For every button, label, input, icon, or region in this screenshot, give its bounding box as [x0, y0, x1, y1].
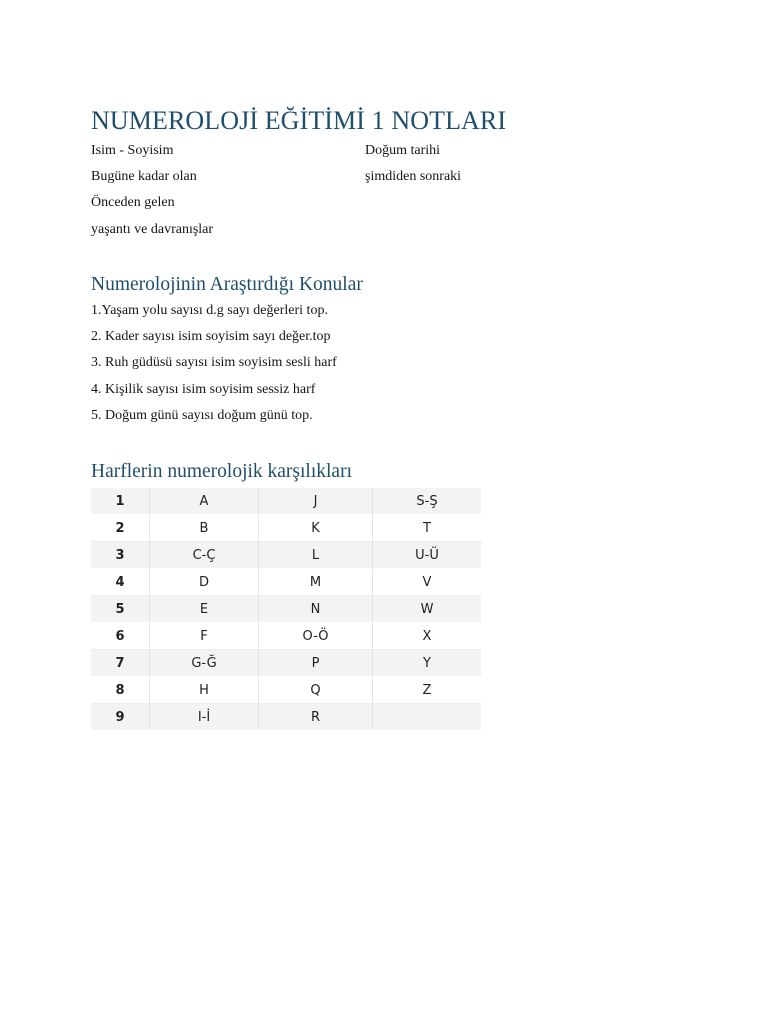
- letter-cell: L: [259, 542, 373, 569]
- letter-cell: R: [259, 704, 373, 731]
- row-number-cell: 6: [91, 623, 150, 650]
- section-heading-topics: Numerolojinin Araştırdığı Konular: [91, 274, 363, 295]
- topic-item: 2. Kader sayısı isim soyisim sayı değer.top: [91, 329, 331, 344]
- row-number-cell: 4: [91, 569, 150, 596]
- row-number-cell: 1: [91, 488, 150, 515]
- intro-left-1: Isim - Soyisim: [91, 143, 174, 158]
- intro-left-4: yaşantı ve davranışlar: [91, 222, 214, 237]
- letter-cell: E: [150, 596, 259, 623]
- letter-cell: W: [373, 596, 482, 623]
- letter-cell: P: [259, 650, 373, 677]
- letter-cell: O-Ö: [259, 623, 373, 650]
- table-row: [91, 704, 481, 731]
- intro-right-1: Doğum tarihi: [365, 143, 441, 158]
- letter-cell: J: [259, 488, 373, 515]
- table-row: [91, 677, 481, 704]
- letter-cell: U-Ü: [373, 542, 482, 569]
- letter-cell: B: [150, 515, 259, 542]
- table-row: [91, 488, 481, 515]
- letter-cell: S-Ş: [373, 488, 482, 515]
- row-number-cell: 2: [91, 515, 150, 542]
- topic-item: 3. Ruh güdüsü sayısı isim soyisim sesli harf: [91, 355, 337, 370]
- row-number-cell: 3: [91, 542, 150, 569]
- letter-cell: Q: [259, 677, 373, 704]
- table-row: [91, 515, 481, 542]
- letter-cell: G-Ğ: [150, 650, 259, 677]
- letter-cell: [373, 704, 482, 731]
- letter-cell: K: [259, 515, 373, 542]
- topic-item: 4. Kişilik sayısı isim soyisim sessiz harf: [91, 382, 316, 397]
- letter-cell: Y: [373, 650, 482, 677]
- letter-cell: N: [259, 596, 373, 623]
- table-row: [91, 542, 481, 569]
- row-number-cell: 9: [91, 704, 150, 731]
- letter-cell: H: [150, 677, 259, 704]
- table-row: [91, 623, 481, 650]
- letter-cell: F: [150, 623, 259, 650]
- intro-left-2: Bugüne kadar olan: [91, 169, 197, 184]
- letter-cell: C-Ç: [150, 542, 259, 569]
- table-row: [91, 569, 481, 596]
- letter-number-table: [91, 488, 481, 731]
- topic-item: 1.Yaşam yolu sayısı d.g sayı değerleri top.: [91, 303, 328, 318]
- row-number-cell: 5: [91, 596, 150, 623]
- table-row: [91, 650, 481, 677]
- letter-cell: X: [373, 623, 482, 650]
- letter-cell: D: [150, 569, 259, 596]
- document-title: NUMEROLOJİ EĞİTİMİ 1 NOTLARI: [91, 106, 507, 135]
- letter-cell: I-İ: [150, 704, 259, 731]
- letter-cell: T: [373, 515, 482, 542]
- letter-cell: V: [373, 569, 482, 596]
- row-number-cell: 7: [91, 650, 150, 677]
- row-number-cell: 8: [91, 677, 150, 704]
- intro-left-3: Önceden gelen: [91, 195, 175, 210]
- letter-cell: M: [259, 569, 373, 596]
- letter-cell: Z: [373, 677, 482, 704]
- letter-cell: A: [150, 488, 259, 515]
- table-row: [91, 596, 481, 623]
- topic-item: 5. Doğum günü sayısı doğum günü top.: [91, 408, 313, 423]
- intro-right-2: şimdiden sonraki: [365, 169, 462, 184]
- section-heading-letters: Harflerin numerolojik karşılıkları: [91, 461, 353, 482]
